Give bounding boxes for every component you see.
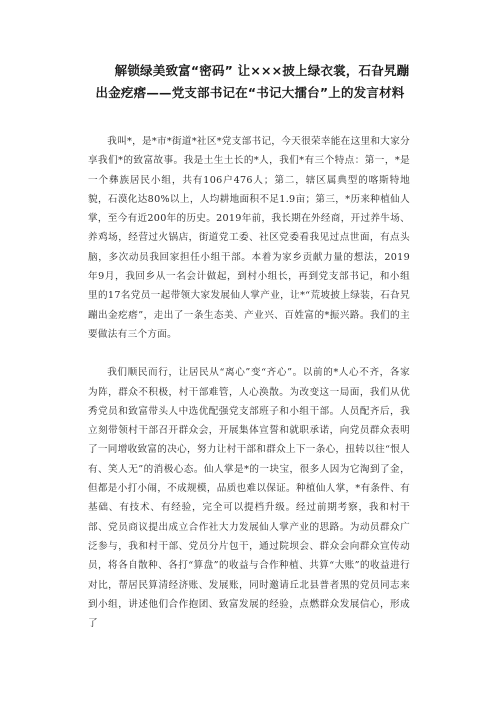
document-title — [40, 60, 460, 104]
title-line-1: 解锁绿美致富“密码” 让×××披上绿衣裳，石旮旯蹦 — [114, 63, 410, 78]
title-line-2: 出金疙瘩——党支部书记在“书记大擂台”上的发言材料 — [95, 85, 405, 100]
paragraph-unite-hearts: 我们顺民而行，让居民从“离心”变“齐心”。以前的*人心不齐，各家为阵，群众不积极，村干部难管，人心涣散。为改变这一局面，我们从优秀党员和致富带头人中选优配强党支部班子和小组干部。人员配齐后，我立刻带领村干部召开群众会，开展集体宣誓和就职承诺，向党员群众表明了一同增收致富的决心，努力让村干部和群众上下一条心，扭转以往“恨人有、笑人无”的消极心态。仙人掌是*的一块宝，很多人因为它淘到了金，但都是小打小闹，不成规模，品质也难以保证。种植仙人掌，*有条件、有基础、有技术、有经验，完全可以提档升级。经过前期考察，我和村干部、党员商议提出成立合作社大力发展仙人掌产业的思路。为动员群众广泛参与，我和村干部、党员分片包干，通过院坝会、群众会向群众宣传动员，将各自散种、各打“算盘”的收益与合作种植、共算“大账”的收益进行对比，帮居民算清经济账、发展账，同时邀请丘北县普者黑的党员同志来到小组，讲述他们合作抱团、致富发展的经验，点燃群众发展信心，形成了 — [88, 367, 410, 630]
document-body — [88, 132, 410, 633]
paragraph-intro: 我叫*，是*市*街道*社区*党支部书记，今天很荣幸能在这里和大家分享我们*的致富故事。我是土生土长的*人，我们*有三个特点：第一，*是一个彝族居民小组，共有106户476人；第二，辖区属典型的喀斯特地貌，石漠化达80%以上，人均耕地面积不足1.9亩；第三，*历来种植仙人掌，至今有近200年的历史。2019年前，我长期在外经商，开过养牛场、养鸡场，经营过火锅店，街道党工委、社区党委看我见过点世面，有点头脑，多次动员我回家担任小组干部。本着为家乡贡献力量的想法，2019年9月，我回乡从一名会计做起，到村小组长，再到党支部书记，和小组里的17名党员一起带领大家发展仙人掌产业，让*“荒坡披上绿装，石旮旯蹦出金疙瘩”，走出了一条生态美、产业兴、百姓富的*振兴路。我们的主要做法有三个方面。 — [88, 136, 410, 340]
